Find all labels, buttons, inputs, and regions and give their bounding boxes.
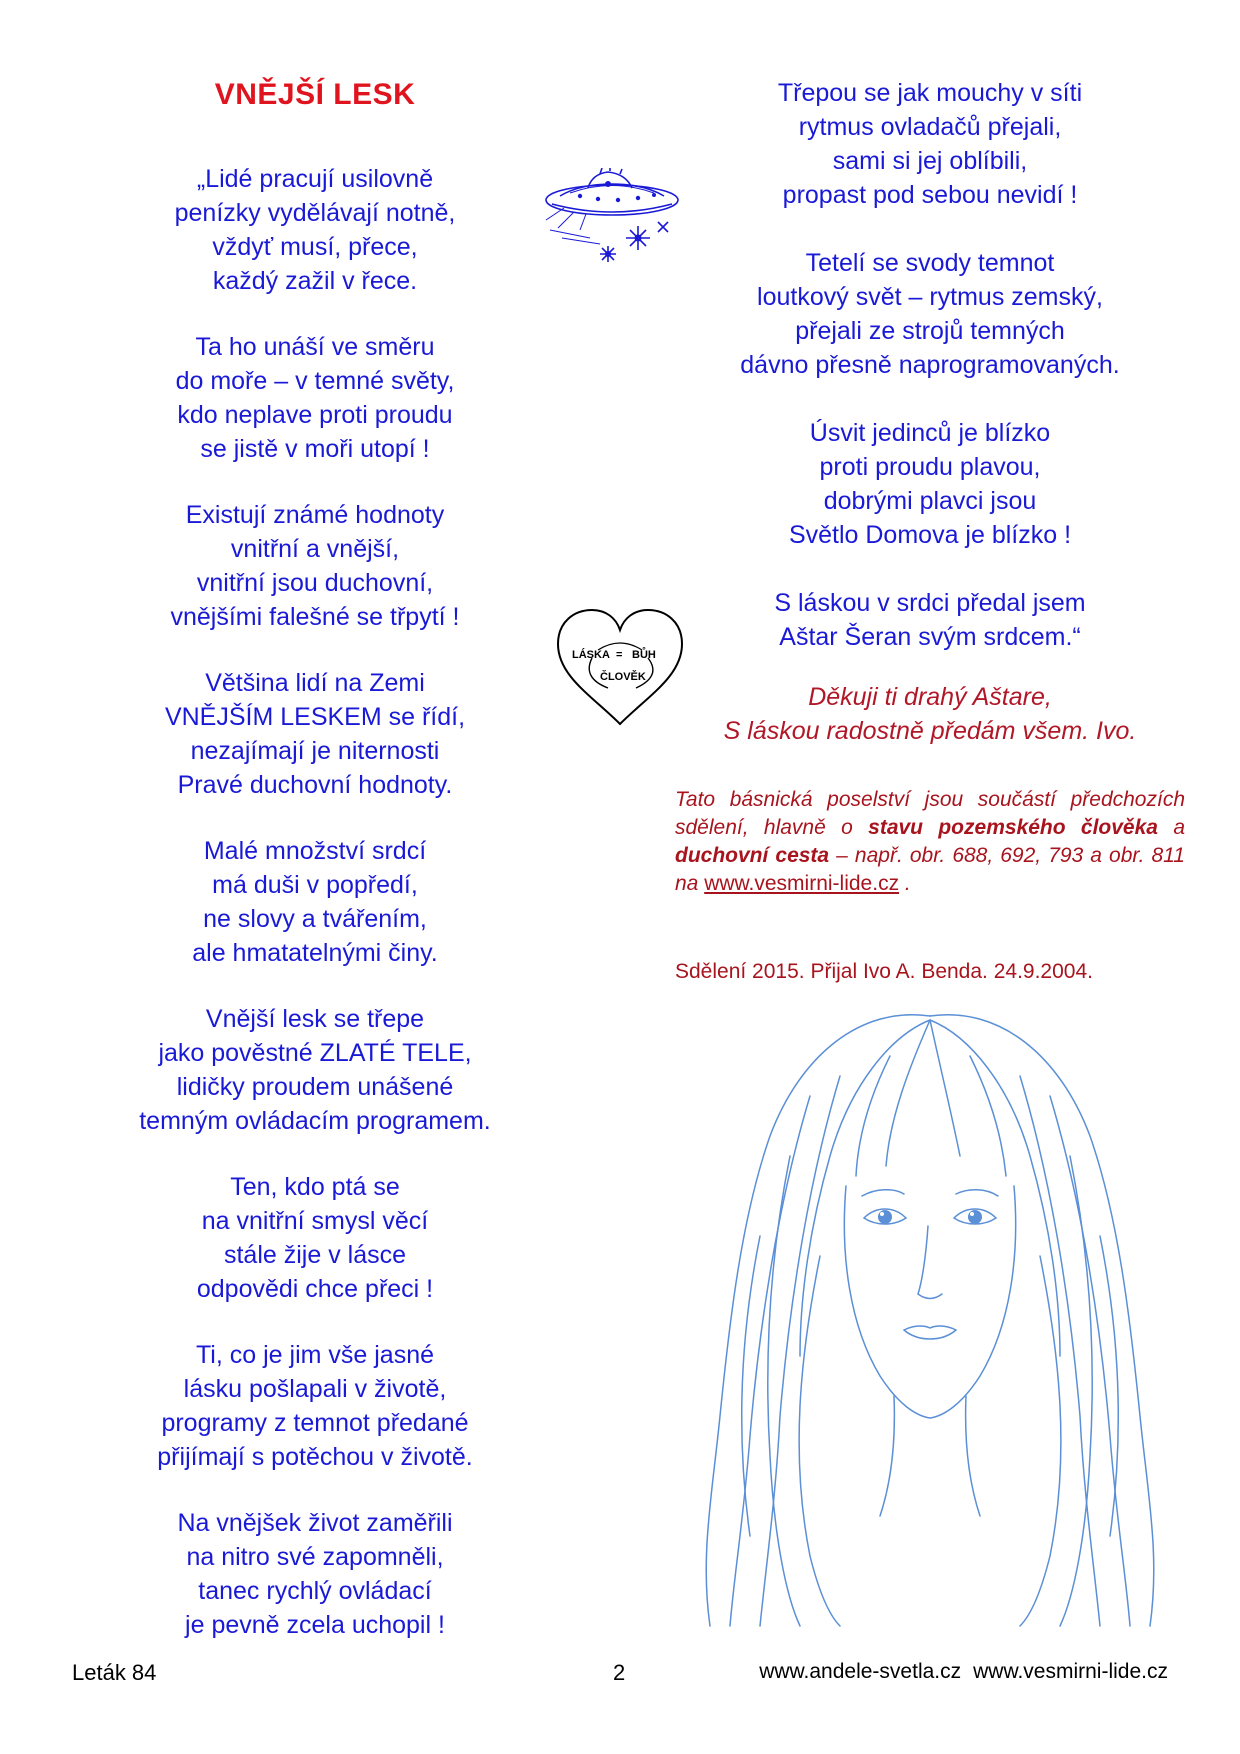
poem-line: tanec rychlý ovládací <box>198 1577 432 1605</box>
poem-line: stále žije v lásce <box>223 1241 407 1269</box>
poem-line: Třepou se jak mouchy v síti <box>777 79 1083 107</box>
poem-line: na nitro své zapomněli, <box>186 1543 444 1571</box>
poem-line: přejali ze strojů temných <box>795 317 1065 345</box>
poem-line: má duši v popředí, <box>212 871 418 899</box>
poem-line: je pevně zcela uchopil ! <box>185 1611 445 1639</box>
poem-line: do moře – v temné světy, <box>175 367 455 395</box>
poem-line: Ti, co je jim vše jasné <box>195 1341 435 1369</box>
right-column <box>665 76 1195 748</box>
left-stanzas <box>70 162 560 1642</box>
poem-line: odpovědi chce přeci ! <box>196 1275 434 1303</box>
poem-line: každý zažil v řece. <box>212 267 418 295</box>
thanks-line: Děkuji ti drahý Aštare, <box>808 683 1052 711</box>
stanza <box>70 834 560 970</box>
left-column <box>70 70 560 1674</box>
poem-line: vnitřní a vnější, <box>230 535 400 563</box>
poem-title: VNĚJŠÍ LESK <box>214 78 416 111</box>
poem-line: rytmus ovladačů přejali, <box>798 113 1062 141</box>
poem-line: loutkový svět – rytmus zemský, <box>757 283 1103 311</box>
poem-line: vnitřní jsou duchovní, <box>196 569 434 597</box>
stanza <box>70 330 560 466</box>
poem-line: Malé množství srdcí <box>203 837 427 865</box>
poem-line: jako pověstné ZLATÉ TELE, <box>158 1039 472 1067</box>
poem-line: dobrými plavci jsou <box>823 487 1037 515</box>
poem-line: Pravé duchovní hodnoty. <box>177 771 453 799</box>
poem-line: vnějšími falešné se třpytí ! <box>170 603 460 631</box>
poem-line: přijímají s potěchou v životě. <box>157 1443 473 1471</box>
stanza <box>70 162 560 298</box>
stanza <box>70 666 560 802</box>
footer-websites <box>747 1660 1168 1684</box>
heart-label-god: BŮH <box>632 649 656 661</box>
note-text: . <box>899 872 911 895</box>
poem-line: Existují známé hodnoty <box>185 501 445 529</box>
stanza <box>70 498 560 634</box>
poem-line: VNĚJŠÍM LESKEM se řídí, <box>164 703 466 731</box>
received-line: Sdělení 2015. Přijal Ivo A. Benda. 24.9.2004. <box>675 960 1093 983</box>
stanza <box>665 246 1195 382</box>
poem-line: sami si jej oblíbili, <box>832 147 1028 175</box>
poem-line: proti proudu plavou, <box>819 453 1041 481</box>
stanza <box>70 1170 560 1306</box>
poem-line: na vnitřní smysl věcí <box>201 1207 429 1235</box>
poem-line: ne slovy a tvářením, <box>203 905 427 933</box>
stanza <box>665 586 1195 654</box>
poem-line: programy z temnot předané <box>161 1409 469 1437</box>
poem-line: Světlo Domova je blízko ! <box>788 521 1072 549</box>
portrait-sketch <box>690 996 1170 1636</box>
poem-line: Tetelí se svody temnot <box>805 249 1055 277</box>
poem-line: lidičky proudem unášené <box>176 1073 454 1101</box>
poem-line: Většina lidí na Zemi <box>205 669 425 697</box>
stanza <box>70 1002 560 1138</box>
stanza <box>70 1506 560 1642</box>
stanza <box>70 1338 560 1474</box>
poem-line: Aštar Šeran svým srdcem.“ <box>779 623 1081 651</box>
poem-line: propast pod sebou nevidí ! <box>782 181 1078 209</box>
note-text: Tato básnická poselství jsou součástí předchozích sdělení, hlavně o <box>675 788 1185 839</box>
poem-line: Vnější lesk se třepe <box>205 1005 425 1033</box>
footer-leaflet-number: Leták 84 <box>72 1660 157 1685</box>
stanza <box>665 76 1195 212</box>
footer-link[interactable]: www.andele-svetla.cz <box>759 1660 962 1683</box>
poem-line: Úsvit jedinců je blízko <box>809 419 1051 447</box>
note-text: a <box>1157 816 1185 839</box>
thanks-text <box>665 680 1195 748</box>
poem-line: penízky vydělávají notně, <box>174 199 456 227</box>
poem-line: ale hmatatelnými činy. <box>192 939 438 967</box>
footer-link[interactable]: www.vesmirni-lide.cz <box>973 1660 1168 1683</box>
heart-label-equals: = <box>616 649 623 661</box>
poem-line: Ten, kdo ptá se <box>230 1173 400 1201</box>
poem-line: vždyť musí, přece, <box>212 233 418 261</box>
note-link[interactable]: www.vesmirni-lide.cz <box>704 872 900 895</box>
heart-icon <box>552 606 688 728</box>
note-bold: duchovní cesta <box>675 844 830 867</box>
poem-line: Na vnějšek život zaměřili <box>177 1509 453 1537</box>
note-paragraph <box>675 786 1185 898</box>
stanza <box>665 416 1195 552</box>
poem-line: Ta ho unáší ve směru <box>195 333 435 361</box>
poem-line: lásku pošlapali v životě, <box>183 1375 447 1403</box>
thanks-line: S láskou radostně předám všem. Ivo. <box>723 717 1137 745</box>
heart-label-human: ČLOVĚK <box>600 671 646 683</box>
poem-line: „Lidé pracují usilovně <box>196 165 434 193</box>
heart-label-love: LÁSKA <box>572 649 610 661</box>
page-number: 2 <box>613 1660 626 1685</box>
poem-line: temným ovládacím programem. <box>139 1107 491 1135</box>
poem-line: nezajímají je niternosti <box>190 737 440 765</box>
poem-line: dávno přesně naprogramovaných. <box>740 351 1120 379</box>
poem-line: kdo neplave proti proudu <box>177 401 453 429</box>
note-bold: stavu pozemského člověka <box>868 816 1158 839</box>
poem-line: se jistě v moři utopí ! <box>200 435 430 463</box>
poem-line: S láskou v srdci předal jsem <box>774 589 1086 617</box>
note-text: – např. obr. 688, 692, 793 a obr. 811 na <box>675 844 1185 895</box>
